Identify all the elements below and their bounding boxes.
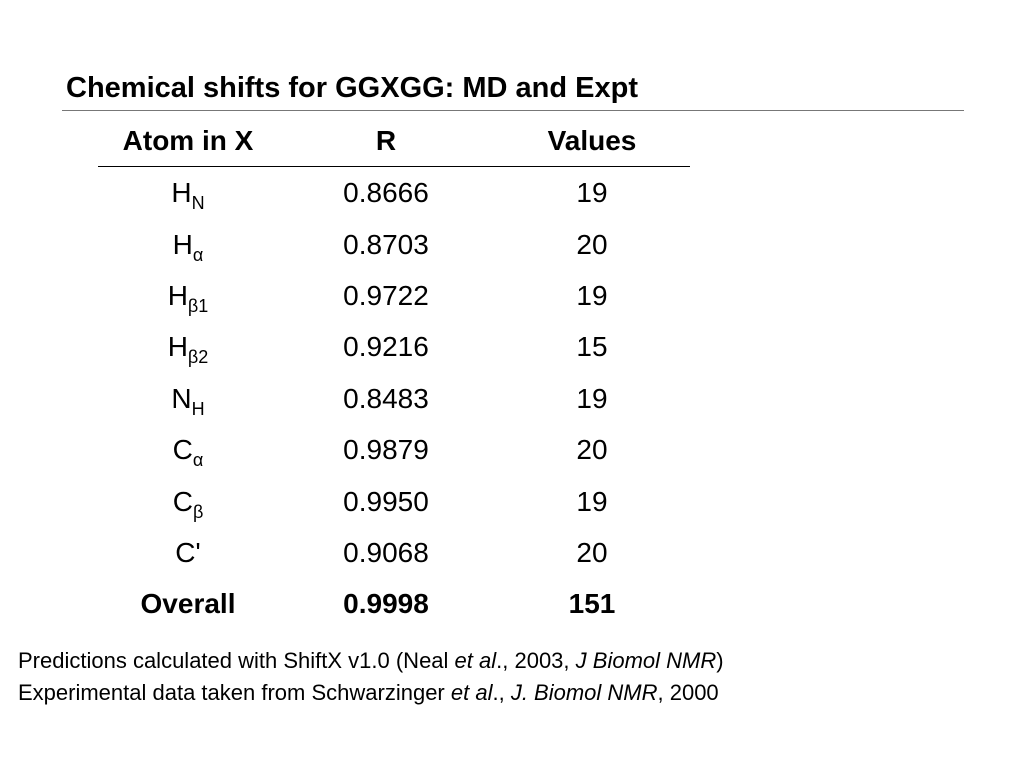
atom-subscript: β (192, 501, 204, 522)
atom-symbol: H (167, 279, 188, 311)
atom-cell (98, 167, 278, 219)
overall-values: 151 (568, 588, 616, 620)
header-atom: Atom in X (98, 116, 278, 167)
overall-row (98, 578, 690, 629)
slide-title: Chemical shifts for GGXGG: MD and Expt (66, 72, 639, 104)
footnote-text: ., (492, 680, 511, 705)
table-row (98, 321, 690, 372)
atom-cell (98, 373, 278, 424)
r-cell: 0.9216 (343, 331, 429, 363)
footnote-text: , 2000 (657, 680, 719, 705)
atom-symbol: H (167, 331, 188, 363)
overall-r: 0.9998 (343, 588, 429, 620)
table-row (98, 424, 690, 475)
r-cell: 0.8666 (343, 177, 429, 209)
r-cell: 0.8703 (343, 228, 429, 260)
footnotes (18, 645, 724, 709)
values-cell: 19 (576, 382, 608, 414)
atom-cell (98, 424, 278, 475)
atom-subscript: α (192, 244, 204, 265)
atom-cell (98, 475, 278, 526)
atom-cell (98, 270, 278, 321)
title-divider (62, 110, 964, 111)
table-row (98, 475, 690, 526)
atom-subscript: N (191, 193, 205, 214)
r-cell: 0.9722 (343, 279, 429, 311)
footnote-text: Experimental data taken from Schwarzinger (18, 680, 451, 705)
table-row (98, 527, 690, 578)
r-cell: 0.9950 (343, 485, 429, 517)
chemical-shift-table (98, 116, 690, 630)
footnote-text: ) (716, 648, 724, 673)
table-row (98, 373, 690, 424)
footnote-predictions (18, 645, 724, 677)
atom-cell (98, 218, 278, 269)
atom-symbol: C (172, 485, 193, 517)
header-r: R (278, 116, 494, 167)
atom-subscript: β1 (187, 295, 209, 316)
r-cell: 0.9068 (343, 536, 429, 568)
values-cell: 19 (576, 279, 608, 311)
atom-subscript: β2 (187, 347, 209, 368)
atom-cell (98, 527, 278, 578)
table-row (98, 270, 690, 321)
values-cell: 19 (576, 177, 608, 209)
footnote-experimental (18, 677, 724, 709)
atom-symbol: N (171, 382, 192, 414)
footnote-etal: et al (454, 648, 497, 673)
values-cell: 20 (576, 228, 608, 260)
table-header-row (98, 116, 690, 167)
atom-cell (98, 321, 278, 372)
atom-symbol: H (171, 177, 192, 209)
atom-subscript: H (191, 398, 205, 419)
footnote-text: ., 2003, (496, 648, 576, 673)
values-cell: 20 (576, 434, 608, 466)
overall-label: Overall (140, 588, 236, 620)
atom-symbol: C' (175, 536, 201, 568)
r-cell: 0.9879 (343, 434, 429, 466)
table-row (98, 167, 690, 219)
r-cell: 0.8483 (343, 382, 429, 414)
atom-symbol: H (172, 228, 193, 260)
footnote-etal: et al (450, 680, 493, 705)
values-cell: 19 (576, 485, 608, 517)
header-values: Values (494, 116, 690, 167)
values-cell: 20 (576, 536, 608, 568)
footnote-journal: J. Biomol NMR (510, 680, 658, 705)
atom-symbol: C (172, 434, 193, 466)
footnote-journal: J Biomol NMR (575, 648, 717, 673)
table-row (98, 218, 690, 269)
footnote-text: Predictions calculated with ShiftX v1.0 (Neal (18, 648, 455, 673)
atom-subscript: α (192, 450, 204, 471)
values-cell: 15 (576, 331, 608, 363)
